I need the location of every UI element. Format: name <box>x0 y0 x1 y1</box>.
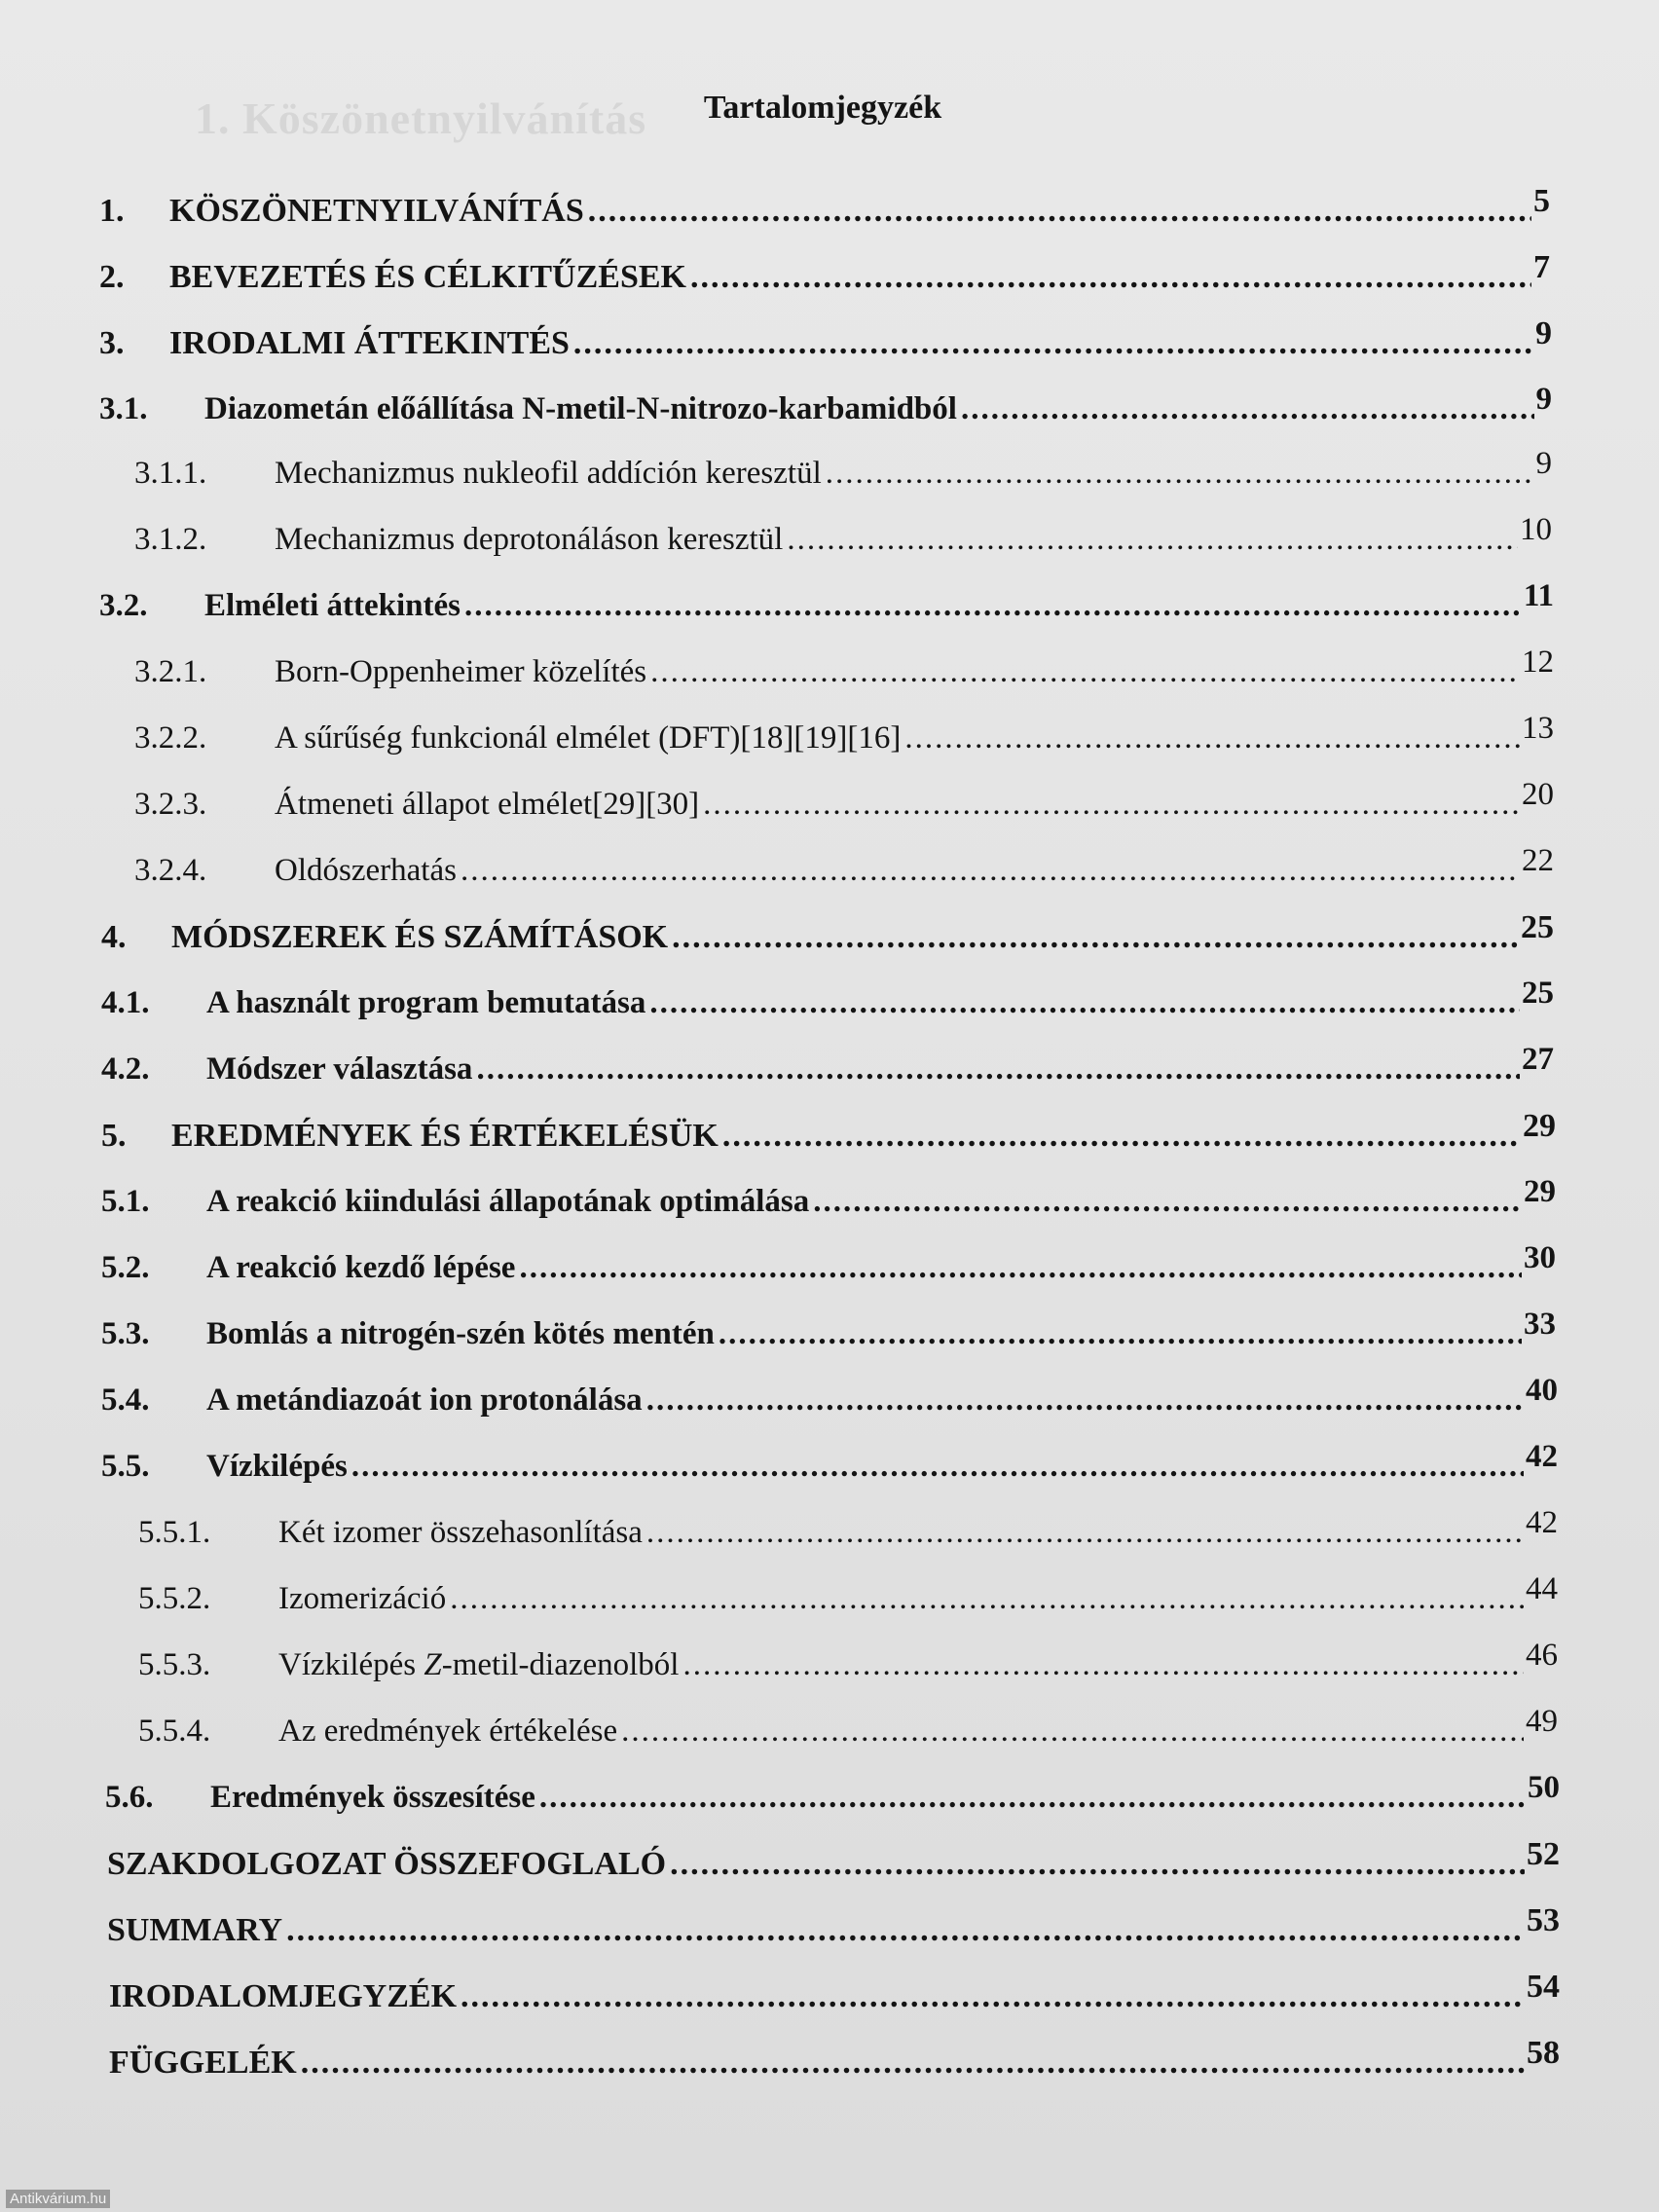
entry-page: 42 <box>1526 1439 1558 1474</box>
entry-label: A reakció kiindulási állapotának optimálása <box>206 1184 810 1219</box>
toc-entry <box>138 1571 1558 1617</box>
entry-label: MÓDSZEREK ÉS SZÁMÍTÁSOK <box>171 919 669 955</box>
toc-entry <box>99 315 1552 362</box>
toc-entry <box>109 2035 1560 2082</box>
entry-label: A sűrűség funkcionál elmélet (DFT)[18][19][16] <box>275 720 902 756</box>
toc-entry <box>101 1042 1554 1088</box>
entry-label: Bomlás a nitrogén-szén kötés mentén <box>206 1316 715 1351</box>
leader-dots <box>588 193 1531 230</box>
leader-dots <box>703 787 1520 823</box>
entry-page: 7 <box>1533 249 1550 285</box>
entry-label: KÖSZÖNETNYILVÁNÍTÁS <box>169 193 584 229</box>
entry-number: 2. <box>99 259 125 295</box>
entry-number: 3. <box>99 325 125 361</box>
leader-dots <box>670 1846 1525 1883</box>
entry-number: 3.1. <box>99 391 148 426</box>
entry-number: 3.2.2. <box>134 720 207 756</box>
entry-page: 12 <box>1522 645 1554 680</box>
entry-label: BEVEZETÉS ÉS CÉLKITŰZÉSEK <box>169 259 687 295</box>
entry-number: 3.2. <box>99 588 148 623</box>
toc-entry <box>101 976 1554 1021</box>
leader-dots <box>813 1184 1522 1220</box>
entry-page: 52 <box>1527 1836 1560 1872</box>
leader-dots <box>961 391 1534 427</box>
entry-page: 9 <box>1535 315 1552 351</box>
entry-label: Oldószerhatás <box>275 853 457 888</box>
entry-label: EREDMÉNYEK ÉS ÉRTÉKELÉSÜK <box>171 1118 719 1154</box>
entry-page: 25 <box>1522 976 1554 1011</box>
entry-page: 27 <box>1522 1042 1554 1077</box>
entry-number: 5.1. <box>101 1184 150 1219</box>
leader-dots <box>621 1714 1524 1750</box>
entry-number: 3.1.1. <box>134 456 207 491</box>
entry-page: 58 <box>1527 2035 1560 2071</box>
entry-label: Vízkilépés <box>206 1449 348 1484</box>
entry-label: Eredmények összesítése <box>210 1780 535 1815</box>
toc-entry <box>101 909 1554 956</box>
entry-page: 53 <box>1527 1902 1560 1938</box>
leader-dots <box>719 1316 1522 1352</box>
entry-label: SUMMARY <box>107 1912 283 1948</box>
toc-entry <box>105 1770 1560 1816</box>
entry-page: 49 <box>1526 1704 1558 1739</box>
entry-page: 54 <box>1527 1969 1560 2005</box>
entry-number: 5.5.3. <box>138 1647 211 1682</box>
entry-label: A metándiazoát ion protonálása <box>206 1382 643 1418</box>
entry-number: 3.2.1. <box>134 654 207 689</box>
toc-entry <box>101 1373 1558 1419</box>
toc-entry <box>109 1969 1560 2015</box>
entry-page: 46 <box>1526 1638 1558 1673</box>
toc-entry <box>134 711 1554 756</box>
entry-number: 5.5.1. <box>138 1515 211 1550</box>
entry-label: Born-Oppenheimer közelítés <box>275 654 647 689</box>
entry-page: 22 <box>1522 843 1554 878</box>
entry-label: Az eredmények értékelése <box>278 1714 618 1749</box>
leader-dots <box>672 919 1519 956</box>
leader-dots <box>722 1118 1521 1155</box>
entry-label: Diazometán előállítása N-metil-N-nitrozo-karbamidból <box>204 391 957 426</box>
entry-page: 42 <box>1526 1505 1558 1540</box>
toc-entry <box>99 382 1552 427</box>
entry-page: 20 <box>1522 777 1554 812</box>
leader-dots <box>826 456 1534 492</box>
entry-page: 10 <box>1520 512 1552 547</box>
toc-entry <box>107 1902 1560 1949</box>
toc-entry <box>107 1836 1560 1883</box>
toc-entry <box>138 1704 1558 1750</box>
entry-label: IRODALOMJEGYZÉK <box>109 1978 458 2014</box>
entry-label: A reakció kezdő lépése <box>206 1250 516 1285</box>
toc-entry <box>134 843 1554 889</box>
entry-page: 11 <box>1523 578 1554 613</box>
toc-entry <box>138 1505 1558 1551</box>
leader-dots <box>461 853 1520 889</box>
leader-dots <box>787 522 1518 558</box>
entry-label: Izomerizáció <box>278 1581 447 1616</box>
toc-entry <box>101 1108 1556 1155</box>
entry-label: FÜGGELÉK <box>109 2045 297 2081</box>
toc-entry <box>99 578 1554 624</box>
leader-dots <box>649 985 1520 1021</box>
entry-number: 5.5. <box>101 1449 150 1484</box>
leader-dots <box>464 588 1522 624</box>
entry-number: 3.2.4. <box>134 853 207 888</box>
entry-number: 5.5.2. <box>138 1581 211 1616</box>
leader-dots <box>650 654 1520 690</box>
toc-entry <box>101 1307 1556 1352</box>
entry-number: 5. <box>101 1118 127 1154</box>
entry-page: 13 <box>1522 711 1554 746</box>
entry-page: 29 <box>1524 1174 1556 1209</box>
entry-number: 4.2. <box>101 1051 150 1087</box>
entry-number: 3.1.2. <box>134 522 207 557</box>
toc-entry <box>134 446 1552 492</box>
entry-number: 5.6. <box>105 1780 154 1815</box>
entry-page: 44 <box>1526 1571 1558 1606</box>
entry-page: 9 <box>1535 446 1552 481</box>
entry-number: 4.1. <box>101 985 150 1020</box>
toc-entry <box>134 645 1554 690</box>
entry-page: 5 <box>1533 183 1550 219</box>
toc-entry <box>138 1638 1558 1683</box>
leader-dots <box>351 1449 1524 1485</box>
leader-dots <box>646 1382 1524 1419</box>
toc-entry <box>134 777 1554 823</box>
entry-label: A használt program bemutatása <box>206 985 646 1020</box>
leader-dots <box>450 1581 1524 1617</box>
leader-dots <box>539 1780 1526 1816</box>
show-through-heading: 1. Köszönetnyilvánítás <box>195 93 647 143</box>
entry-label: Elméleti áttekintés <box>204 588 461 623</box>
entry-number: 4. <box>101 919 127 955</box>
entry-page: 25 <box>1521 909 1554 945</box>
toc-entry <box>101 1439 1558 1485</box>
entry-number: 3.2.3. <box>134 787 207 822</box>
entry-label: SZAKDOLGOZAT ÖSSZEFOGLALÓ <box>107 1846 667 1882</box>
entry-label: Módszer választása <box>206 1051 473 1087</box>
entry-number: 1. <box>99 193 125 229</box>
leader-dots <box>519 1250 1522 1286</box>
toc-entry <box>101 1240 1556 1286</box>
leader-dots <box>904 720 1520 756</box>
entry-page: 30 <box>1524 1240 1556 1275</box>
leader-dots <box>286 1912 1525 1949</box>
leader-dots <box>682 1647 1524 1683</box>
entry-number: 5.2. <box>101 1250 150 1285</box>
entry-label: Mechanizmus deprotonáláson keresztül <box>275 522 784 557</box>
leader-dots <box>690 259 1531 296</box>
entry-number: 5.4. <box>101 1382 150 1418</box>
entry-number: 5.3. <box>101 1316 150 1351</box>
entry-label: Vízkilépés Z-metil-diazenolból <box>278 1647 680 1682</box>
toc-entry <box>99 183 1550 230</box>
entry-label: Mechanizmus nukleofil addíción keresztül <box>275 456 822 491</box>
leader-dots <box>301 2045 1525 2082</box>
leader-dots <box>461 1978 1525 2015</box>
page-title: Tartalomjegyzék <box>703 90 942 126</box>
entry-page: 29 <box>1523 1108 1556 1144</box>
entry-page: 33 <box>1524 1307 1556 1342</box>
leader-dots <box>573 325 1533 362</box>
entry-page: 50 <box>1528 1770 1560 1805</box>
leader-dots <box>646 1515 1524 1551</box>
toc-entry <box>99 249 1550 296</box>
leader-dots <box>476 1051 1520 1088</box>
entry-label: Átmeneti állapot elmélet[29][30] <box>275 787 700 822</box>
toc-entry <box>101 1174 1556 1220</box>
entry-label: Két izomer összehasonlítása <box>278 1515 643 1550</box>
entry-page: 40 <box>1526 1373 1558 1408</box>
entry-number: 5.5.4. <box>138 1714 211 1749</box>
toc-entry <box>134 512 1552 558</box>
entry-label: IRODALMI ÁTTEKINTÉS <box>169 325 570 361</box>
entry-page: 9 <box>1535 382 1552 417</box>
watermark-label: Antikvárium.hu <box>6 2190 110 2208</box>
